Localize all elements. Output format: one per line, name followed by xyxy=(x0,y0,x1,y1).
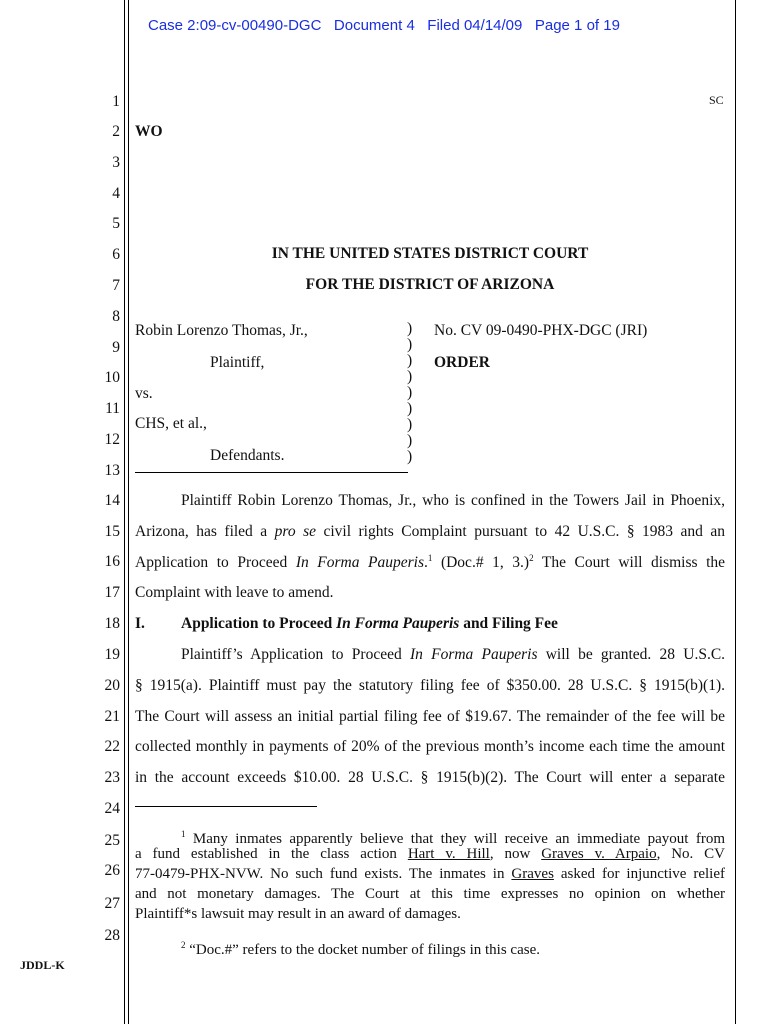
versus: vs. xyxy=(135,385,153,402)
right-margin-rule xyxy=(735,0,736,1024)
line-number: 14 xyxy=(104,492,120,509)
line-number: 26 xyxy=(104,862,120,879)
wo-label: WO xyxy=(135,123,163,140)
case-header-stamp: Case 2:09-cv-00490-DGC Document 4 Filed 04/14/09 Page 1 of 19 xyxy=(148,17,620,34)
footnote-1-marker: 1 xyxy=(181,829,186,839)
line-number: 9 xyxy=(112,339,120,356)
line-number: 15 xyxy=(104,523,120,540)
intro-line-16: Application to Proceed In Forma Pauperis.$^1$ (Doc.# 1, 3.)$^2$ The Court will dismiss the xyxy=(135,553,726,571)
caption-parentheses: ) ) ) ) ) ) ) ) ) xyxy=(407,320,413,465)
body-line-21: The Court will assess an initial partial filing fee of $19.67. The remainder of the fee will be xyxy=(135,708,725,725)
left-margin-rule xyxy=(124,0,125,1024)
left-margin-rule-inner xyxy=(128,0,129,1024)
intro-line-15: Arizona, has filed a pro se civil rights Complaint pursuant to 42 U.S.C. § 1983 and an xyxy=(135,523,726,540)
line-number: 20 xyxy=(104,677,120,694)
plaintiff-name: Robin Lorenzo Thomas, Jr., xyxy=(135,322,308,339)
line-number: 13 xyxy=(104,462,120,479)
body-line-22: collected monthly in payments of 20% of the previous month’s income each time the amount xyxy=(135,738,725,755)
footnote-1 xyxy=(135,824,725,924)
footnote-1-line-5: Plaintiff*s lawsuit may result in an award of damages. xyxy=(135,906,461,922)
line-number: 27 xyxy=(104,895,120,912)
court-title-line1: IN THE UNITED STATES DISTRICT COURT xyxy=(271,245,589,262)
caption-underline xyxy=(135,472,408,473)
line-number: 18 xyxy=(104,615,120,632)
footnote-1-line-2: a fund established in the class action Hart v. Hill, now Graves v. Arpaio, No. CV xyxy=(135,846,726,862)
line-number: 24 xyxy=(104,800,120,817)
case-number: No. CV 09-0490-PHX-DGC (JRI) xyxy=(434,322,648,339)
line-number: 21 xyxy=(104,708,120,725)
court-title-line2: FOR THE DISTRICT OF ARIZONA xyxy=(305,276,555,293)
line-number: 4 xyxy=(112,185,120,202)
line-number: 3 xyxy=(112,154,120,171)
line-number: 7 xyxy=(112,277,120,294)
line-number: 12 xyxy=(104,431,120,448)
defendant-role: Defendants. xyxy=(210,447,285,464)
line-number: 11 xyxy=(105,400,120,417)
footnote-1-line-4: and not monetary damages. The Court at this time expresses no opinion on whether xyxy=(135,886,725,902)
line-number: 2 xyxy=(112,123,120,140)
section-heading: Application to Proceed In Forma Pauperis and Filing Fee xyxy=(181,615,558,632)
defendant-name: CHS, et al., xyxy=(135,415,207,432)
line-number: 1 xyxy=(112,93,120,110)
footer-code: JDDL-K xyxy=(20,958,65,972)
intro-line-17: Complaint with leave to amend. xyxy=(135,584,334,601)
footnote-ref-2: 2 xyxy=(529,553,534,563)
line-number: 19 xyxy=(104,646,120,663)
line-number: 10 xyxy=(104,369,120,386)
line-number: 23 xyxy=(104,769,120,786)
line-number: 16 xyxy=(104,553,120,570)
document-title: ORDER xyxy=(434,354,490,371)
line-number: 28 xyxy=(104,927,120,944)
footnote-1-line-1: $^1$ Many inmates apparently believe that they will receive an immediate payout from xyxy=(181,829,725,847)
line-number: 25 xyxy=(104,832,120,849)
footnote-ref-1: 1 xyxy=(427,553,433,563)
line-number: 6 xyxy=(112,246,120,263)
footnote-separator xyxy=(135,806,317,807)
line-number: 17 xyxy=(104,584,120,601)
line-number: 5 xyxy=(112,215,120,232)
line-number: 8 xyxy=(112,308,120,325)
body-line-19: Plaintiff’s Application to Proceed In Forma Pauperis will be granted. 28 U.S.C. xyxy=(181,646,726,663)
plaintiff-role: Plaintiff, xyxy=(210,354,265,371)
line-number: 22 xyxy=(104,738,120,755)
body-line-20: § 1915(a). Plaintiff must pay the statutory filing fee of $350.00. 28 U.S.C. § 1915(b)(1). xyxy=(135,677,725,694)
body-line-23: in the account exceeds $10.00. 28 U.S.C. § 1915(b)(2). The Court will enter a separate xyxy=(135,769,725,786)
intro-line-14: Plaintiff Robin Lorenzo Thomas, Jr., who is confined in the Towers Jail in Phoenix, xyxy=(181,492,725,509)
footnote-2: $^2$ “Doc.#” refers to the docket number of filings in this case. xyxy=(181,940,540,958)
top-right-initials: SC xyxy=(709,93,724,107)
section-number: I. xyxy=(135,615,145,632)
footnote-1-line-3: 77-0479-PHX-NVW. No such fund exists. The inmates in Graves asked for injunctive relief xyxy=(135,866,725,882)
footnote-2-marker: 2 xyxy=(181,940,186,950)
